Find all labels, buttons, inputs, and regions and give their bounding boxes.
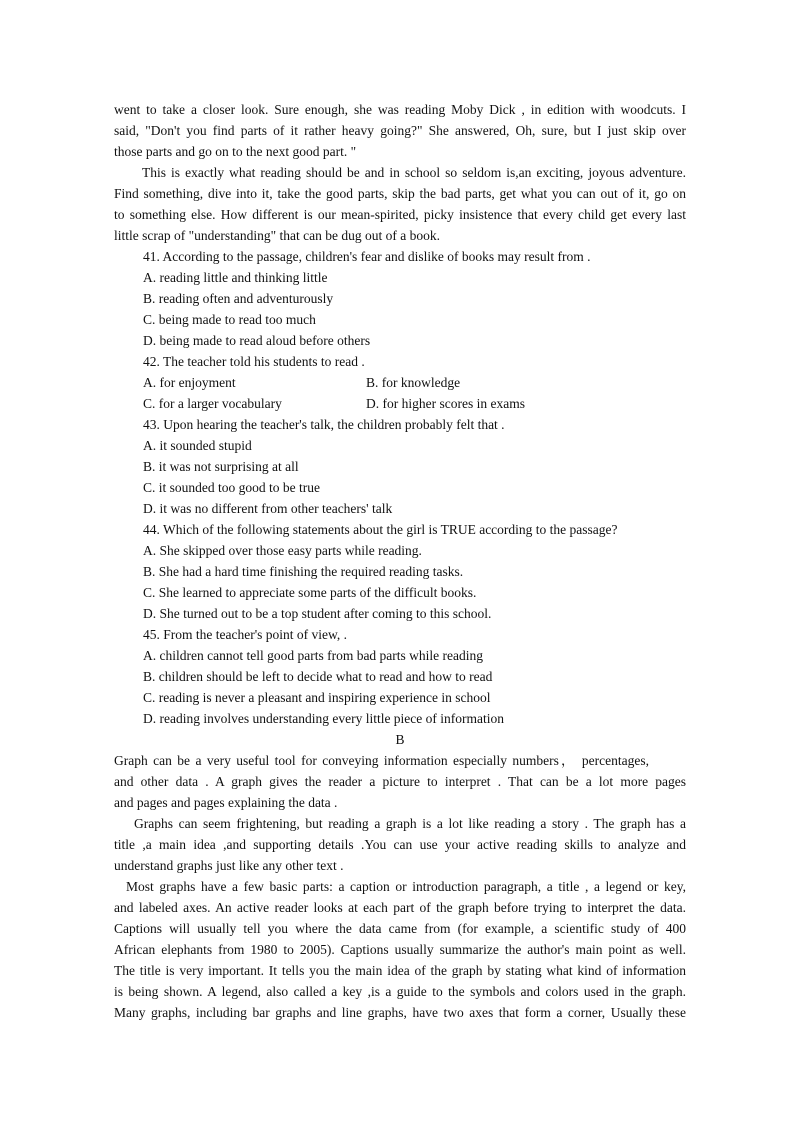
passage-line: is being shown. A legend, also called a key ,is a guide to the symbols and colors used in the graph.	[114, 984, 686, 999]
passage-line: and labeled axes. An active reader looks at each part of the graph before trying to interpret the data.	[114, 900, 686, 915]
question-option: A. reading little and thinking little	[143, 270, 328, 285]
question-stem: 41. According to the passage, children's fear and dislike of books may result from .	[143, 249, 591, 264]
question-option: D. for higher scores in exams	[366, 396, 525, 411]
question-option: B. She had a hard time finishing the required reading tasks.	[143, 564, 464, 579]
question-option: C. She learned to appreciate some parts of the difficult books.	[143, 585, 477, 600]
passage-line: Many graphs, including bar graphs and line graphs, have two axes that form a corner, Usually these	[114, 1005, 686, 1020]
passage-line: and other data . A graph gives the reader a picture to interpret . That can be a lot more pages	[114, 774, 686, 789]
question-option: C. being made to read too much	[143, 312, 316, 327]
question-stem: 45. From the teacher's point of view, .	[143, 627, 348, 642]
question-option: B. children should be left to decide what to read and how to read	[143, 669, 493, 684]
passage-line: title ,a main idea ,and supporting details .You can use your active reading skills to analyze and	[114, 837, 686, 852]
passage-line: Graph can be a very useful tool for conveying information especially numbers， percentages,	[114, 753, 649, 768]
passage-line: those parts and go on to the next good part. "	[114, 144, 357, 159]
question-option: B. reading often and adventurously	[143, 291, 334, 306]
passage-line: to something else. How different is our mean-spirited, picky insistence that every child get every last	[114, 207, 686, 222]
passage-line: Most graphs have a few basic parts: a caption or introduction paragraph, a title , a legend or key,	[126, 879, 686, 894]
question-stem: 44. Which of the following statements about the girl is TRUE according to the passage?	[143, 522, 618, 537]
question-option: D. being made to read aloud before others	[143, 333, 371, 348]
passage-line: and pages and pages explaining the data .	[114, 795, 338, 810]
question-option: A. it sounded stupid	[143, 438, 252, 453]
passage-line: Find something, dive into it, take the good parts, skip the bad parts, get what you can out of it, go on	[114, 186, 686, 201]
passage-line: The title is very important. It tells you the main idea of the graph by stating what kind of information	[114, 963, 686, 978]
passage-line: Captions will usually tell you where the data came from (for example, a scientific study of 400	[114, 921, 686, 936]
passage-line: Graphs can seem frightening, but reading a graph is a lot like reading a story . The graph has a	[134, 816, 686, 831]
question-option: A. children cannot tell good parts from bad parts while reading	[143, 648, 484, 663]
question-option: C. it sounded too good to be true	[143, 480, 320, 495]
passage-line: went to take a closer look. Sure enough, she was reading Moby Dick , in edition with woodcuts. I	[114, 102, 686, 117]
question-option: D. reading involves understanding every little piece of information	[143, 711, 505, 726]
passage-line: said, "Don't you find parts of it rather heavy going?" She answered, Oh, sure, but I just skip over	[114, 123, 686, 138]
passage-line: African elephants from 1980 to 2005). Captions usually summarize the author's main point as well.	[114, 942, 686, 957]
question-option: A. for enjoyment	[143, 375, 236, 390]
passage-line: This is exactly what reading should be and in school so seldom is,an exciting, joyous adventure.	[142, 165, 686, 180]
passage-line: understand graphs just like any other text .	[114, 858, 344, 873]
section-heading: B	[395, 732, 405, 747]
question-option: B. for knowledge	[366, 375, 461, 390]
question-option: C. reading is never a pleasant and inspiring experience in school	[143, 690, 491, 705]
question-option: D. She turned out to be a top student after coming to this school.	[143, 606, 492, 621]
question-option: B. it was not surprising at all	[143, 459, 299, 474]
question-stem: 42. The teacher told his students to read .	[143, 354, 365, 369]
passage-line: little scrap of "understanding" that can be dug out of a book.	[114, 228, 440, 243]
question-option: D. it was no different from other teachers' talk	[143, 501, 393, 516]
question-option: A. She skipped over those easy parts while reading.	[143, 543, 422, 558]
question-option: C. for a larger vocabulary	[143, 396, 282, 411]
question-stem: 43. Upon hearing the teacher's talk, the children probably felt that .	[143, 417, 505, 432]
